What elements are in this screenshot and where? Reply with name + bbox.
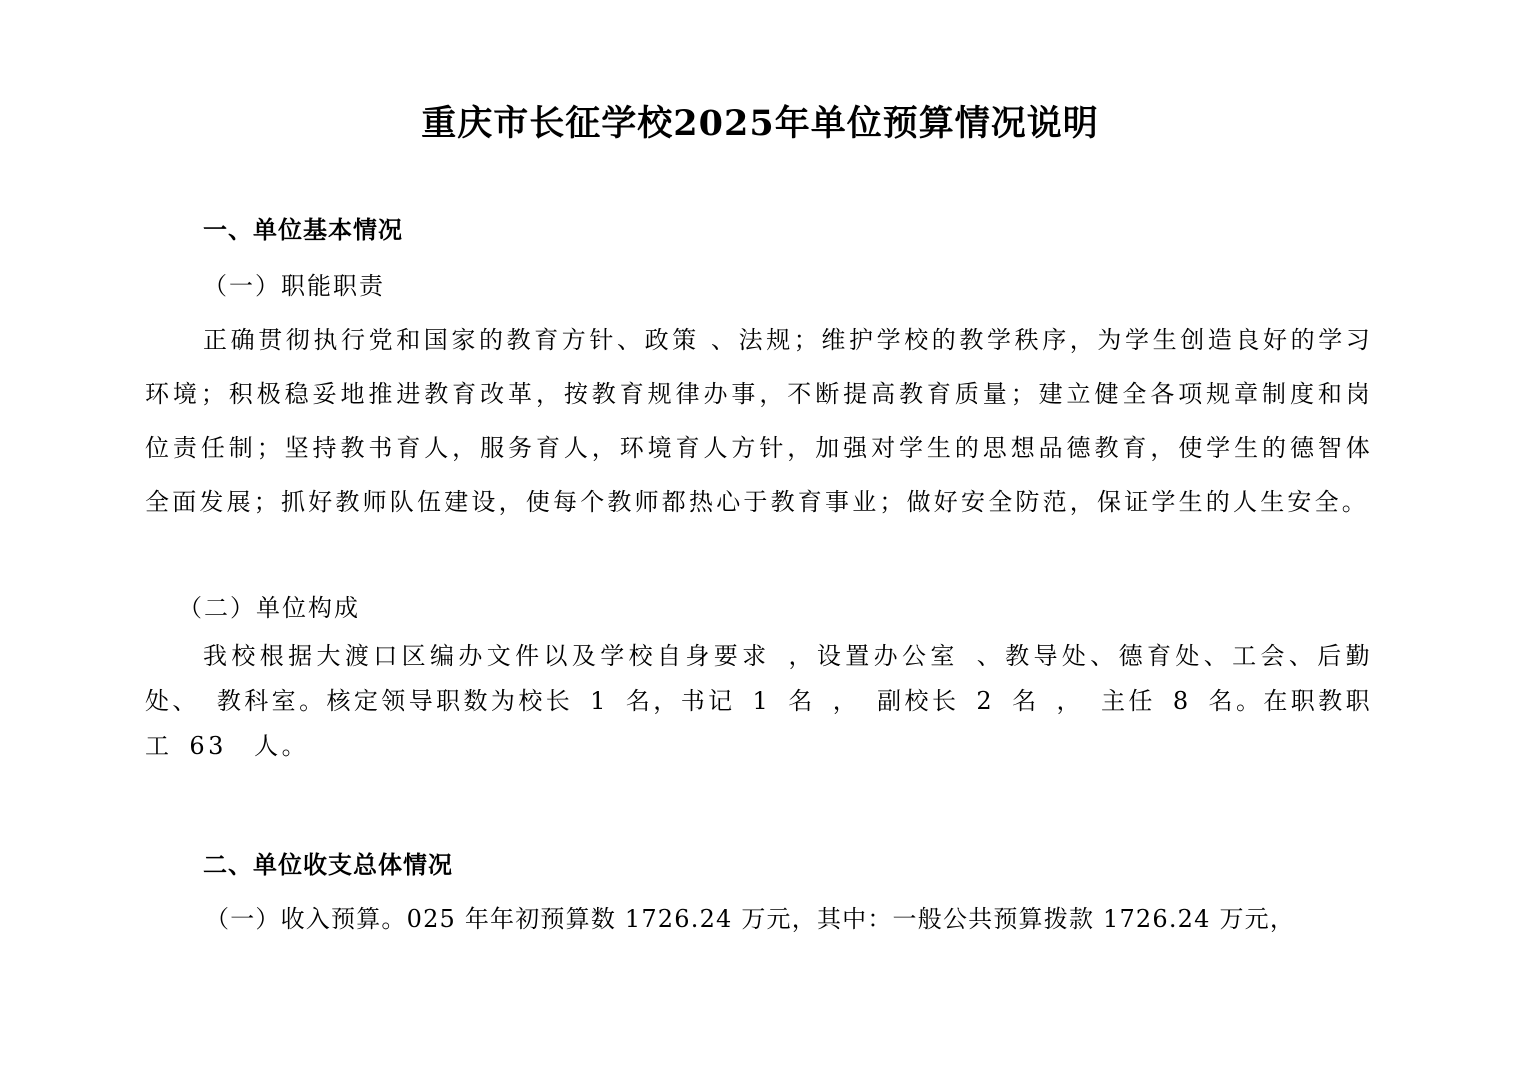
paragraph-income-budget: （一）收入预算。025 年年初预算数 1726.24 万元，其中：一般公共预算拨款 1726.24 万元，	[205, 905, 1296, 933]
section-heading-budget-overview: 二、单位收支总体情况	[203, 851, 453, 879]
paragraph-duties: 正确贯彻执行党和国家的教育方针、政策 、法规；维护学校的教学秩序，为学生创造良好的学习 环境；积极稳妥地推进教育改革，按教育规律办事，不断提高教育质量；建立健全各项规章制度和岗 位责任制；坚持教书育人，服务育人，环境育人方针，加强对学生的思想品德教育，使学生的德智体 全面发展；抓好教师队伍建设，使每个教师都热心于教育事业；做好安全防范，保证学生的人生安全。	[145, 326, 1401, 516]
subsection-heading-composition: （二）单位构成	[178, 594, 360, 622]
paragraph-composition: 我校根据大渡口区编办文件以及学校自身要求 ，设置办公室 、教导处、德育处、工会、后勤处、 教科室。核定领导职数为校长 1 名，书记 1 名 ， 副校长 2 名 ， 主任 8 名。在职教职工 63 人。	[145, 642, 1373, 760]
subsection-heading-duties: （一）职能职责	[203, 272, 385, 300]
document-title: 重庆市长征学校2025年单位预算情况说明	[421, 103, 1099, 144]
section-heading-basic-info: 一、单位基本情况	[203, 216, 403, 244]
